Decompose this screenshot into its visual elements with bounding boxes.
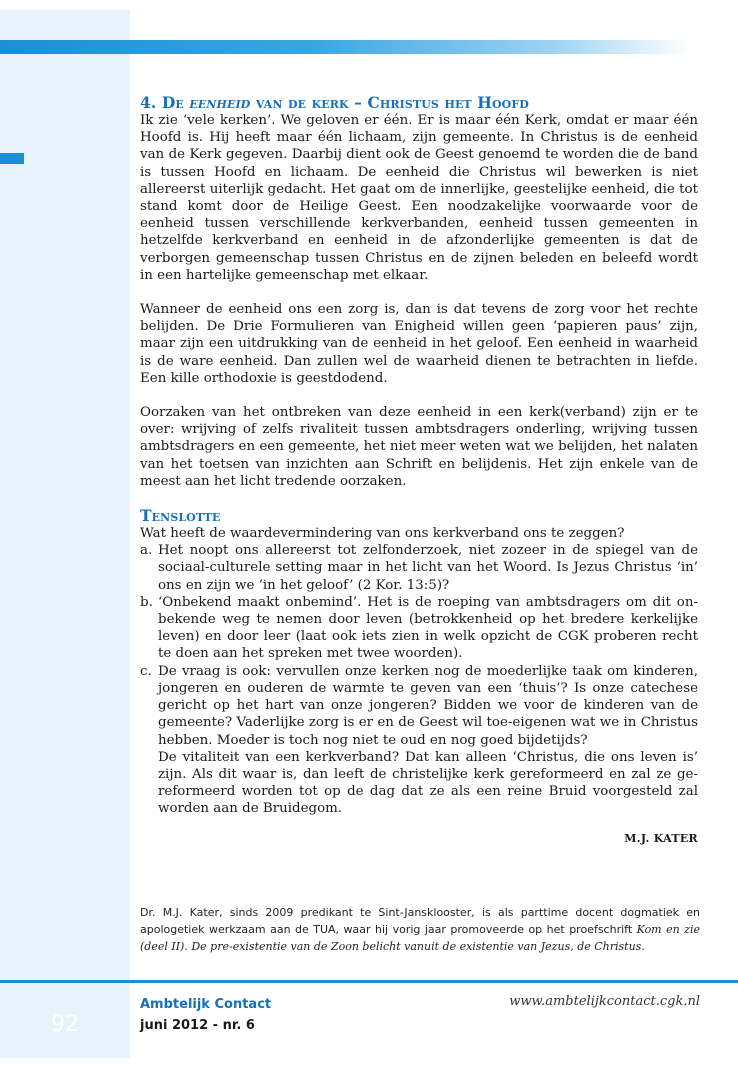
header-gradient-bar	[0, 40, 690, 54]
list-marker: a.	[140, 543, 153, 559]
list-item	[140, 542, 698, 594]
page-number: 92	[51, 1012, 79, 1037]
list-item	[140, 663, 698, 818]
list-item-text: Het noopt ons allereerst tot zelfonderzoek, niet zozeer in de spiegel van de sociaal-culturele setting maar in het licht van het Woord. Is Jezus Christus ‘in’ ons en zijn we ‘in het geloof’ (2 Kor. 13:5)?	[158, 543, 698, 593]
conclusion-list	[140, 542, 698, 817]
paragraph: Wanneer de eenheid ons een zorg is, dan is dat tevens de zorg voor het rechte belijden. De Drie Formulieren van Enigheid willen geen ‘papieren paus’ zijn, maar zijn een uitdrukking van de eenheid in het geloof. Een eenheid in waarheid is de ware eenheid. Dan zullen wel de waarheid dienen te betrachten in liefde. Een kille orthodoxie is geestdodend.	[140, 302, 698, 386]
paragraph-intro: Wat heeft de waardevermindering van ons kerkverband ons te zeggen?	[140, 526, 625, 542]
section-heading-4	[140, 94, 698, 112]
left-sidebar-panel	[0, 10, 130, 1058]
list-item-text: ‘Onbekend maakt onbemind’. Het is de roeping van ambtsdragers om dit onbekende weg te nemen door leven (betrokkenheid op het bredere kerkelijke leven) en door leer (laat ook iets zien in welk opzicht de CGK proberen recht te doen aan het spreken met twee woorden).	[158, 594, 698, 662]
article-body	[140, 94, 698, 847]
heading-prefix: 4. De	[140, 93, 190, 112]
paragraph: Ik zie ‘vele kerken’. We geloven er één. Er is maar één Kerk, omdat er maar één Hoofd is. Hij heeft maar één lichaam, zijn gemeente. In Christus is de eenheid van de Kerk gegeven. Daarbij dient ook de Geest genoemd te worden die de band is tussen Hoofd en lichaam. De eenheid die Christus wil bewerken is niet allereerst uiterlijk gedacht. Het gaat om de innerlijke, geestelijke eenheid, die tot stand komt door de Heilige Geest. Een noodzakelijke voorwaarde voor de eenheid tussen verschillende kerkverbanden, eenheid tussen gemeenten in hetzelfde kerkverband en eenheid in de afzonderlijke gemeenten is dat de verborgen gemeenschap tussen Christus en de zijnen beleden en beleefd wordt in een hartelijke gemeenschap met elkaar.	[140, 113, 698, 283]
list-marker: c.	[140, 663, 152, 679]
author-bio	[140, 904, 700, 955]
footer-publication	[140, 994, 271, 1036]
magazine-name: Ambtelijk Contact	[140, 997, 272, 1012]
website-url: www.ambtelijkcontact.cgk.nl	[509, 994, 700, 1009]
heading-emphasis: eenheid	[189, 93, 251, 112]
heading-suffix: van de kerk – Christus het Hoofd	[250, 93, 529, 112]
list-item	[140, 594, 698, 663]
issue-label: juni 2012 - nr. 6	[140, 1018, 255, 1033]
list-item-text-continued: De vitaliteit van een kerkverband? Dat kan alleen ‘Christus, die ons leven is’ zijn. Als dit waar is, dan leeft de christelijke kerk gereformeerd en zal ze gereformeerd worden tot op de dag dat ze als een reine Bruid voorgesteld zal worden aan de Bruidegom.	[158, 749, 698, 817]
author-signature: M.J. KATER	[624, 831, 698, 845]
bio-thesis-title: Kom en zie (deel II). De pre-existentie van de Zoon belicht vanuit de existentie van Jezus, de Christus.	[140, 923, 700, 953]
footer-rule	[0, 980, 738, 983]
paragraph: Oorzaken van het ontbreken van deze eenheid in een kerk(verband) zijn er te over: wrijving of zelfs rivaliteit tussen ambtsdragers onderling, wrijving tussen ambtsdragers en een gemeente, het niet meer weten wat we belijden, het nalaten van het toetsen van inzichten aan Schrift en belijdenis. Het zijn enkele van de meest aan het licht tredende oorzaken.	[140, 405, 698, 489]
list-item-text: De vraag is ook: vervullen onze kerken nog de moederlijke taak om kinderen, jongeren en ouderen de warmte te geven van een ‘thuis’? Is onze catechese gericht op het hart van onze jongeren? Bidden we voor de kinderen van de gemeente? Vaderlijke zorg is er en de Geest wil toe-eigenen wat we in Christus hebben. Moeder is toch nog niet te oud en nog goed bijdetijds?	[158, 663, 698, 748]
list-marker: b.	[140, 594, 153, 610]
sidebar-marker	[0, 153, 24, 164]
section-heading-tenslotte: Tenslotte	[140, 506, 221, 526]
bio-text: Dr. M.J. Kater, sinds 2009 predikant te Sint-Jansklooster, is als parttime docent dogmatiek en apologetiek werkzaam aan de TUA, waar hij vorig jaar promoveerde op het proefschrift	[140, 906, 700, 936]
